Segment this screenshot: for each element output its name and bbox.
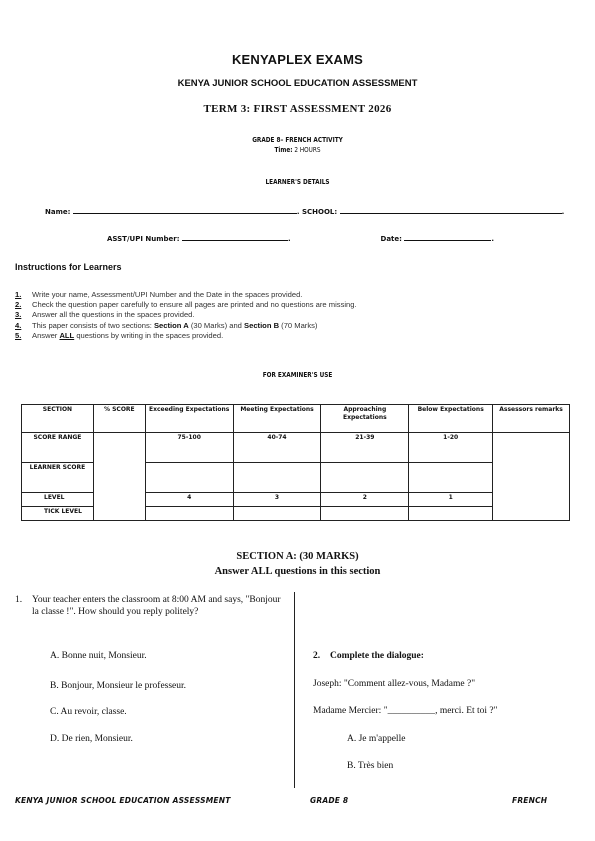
footer-center: GRADE 8 — [310, 796, 349, 805]
table-row — [22, 433, 570, 463]
instruction-item: 5. Answer ALL questions by writing in the spaces provided. — [15, 330, 224, 340]
name-field[interactable] — [73, 206, 297, 214]
school-label: . SCHOOL: — [296, 208, 338, 216]
table-cell: 1-20 — [409, 433, 493, 463]
instructions-title: Instructions for Learners — [15, 262, 122, 272]
question-1-option-b[interactable]: B. Bonjour, Monsieur le professeur. — [50, 681, 187, 691]
table-cell[interactable] — [233, 463, 321, 493]
instruction-item: 3. Answer all the questions in the spaces provided. — [15, 310, 195, 320]
table-cell: 40-74 — [233, 433, 321, 463]
instruction-item: 4. This paper consists of two sections: Section A (30 Marks) and Section B (70 Marks) — [15, 320, 318, 330]
date-end-dot: . — [491, 235, 495, 243]
name-school-row — [45, 206, 564, 216]
column-divider — [294, 592, 295, 788]
question-2-number: 2. — [313, 651, 321, 661]
row-label: LEVEL — [22, 493, 94, 507]
question-2-option-a[interactable]: A. Je m'appelle — [347, 734, 406, 744]
table-cell[interactable] — [409, 463, 493, 493]
assessment-subtitle: KENYA JUNIOR SCHOOL EDUCATION ASSESSMENT — [177, 78, 418, 89]
table-cell: 21-39 — [321, 433, 409, 463]
instruction-item: 1. Write your name, Assessment/UPI Number and the Date in the spaces provided. — [15, 290, 303, 299]
header-section: SECTION — [22, 405, 94, 433]
time-value: 2 HOURS — [294, 146, 321, 154]
header-remarks: Assessors remarks — [493, 405, 570, 433]
table-cell[interactable] — [409, 507, 493, 521]
footer-right: FRENCH — [512, 796, 548, 805]
school-end-dot: . — [561, 208, 565, 216]
question-1-option-c[interactable]: C. Au revoir, classe. — [50, 707, 127, 717]
date-label: Date: — [380, 235, 402, 243]
question-1-option-d[interactable]: D. De rien, Monsieur. — [50, 734, 133, 744]
date-field[interactable] — [404, 233, 491, 241]
table-cell[interactable] — [145, 463, 233, 493]
time-label: Time: — [274, 146, 293, 154]
table-cell: 3 — [233, 493, 321, 507]
section-a-instruction: Answer ALL questions in this section — [214, 566, 381, 577]
header-meeting: Meeting Expectations — [233, 405, 321, 433]
table-cell[interactable] — [321, 463, 409, 493]
instruction-item: 2. Check the question paper carefully to ensure all pages are printed and no questions are missing. — [15, 300, 357, 310]
header-exceeding: Exceeding Expectations — [145, 405, 233, 433]
table-cell: 1 — [409, 493, 493, 507]
question-1-option-a[interactable]: A. Bonne nuit, Monsieur. — [50, 651, 147, 661]
term-title: TERM 3: FIRST ASSESSMENT 2026 — [203, 103, 392, 115]
learner-details-heading: LEARNER'S DETAILS — [265, 178, 330, 186]
header-score: % SCORE — [93, 405, 145, 433]
table-cell[interactable] — [145, 507, 233, 521]
examiner-table — [21, 404, 570, 521]
dialogue-line-joseph: Joseph: "Comment allez-vous, Madame ?" — [313, 679, 476, 689]
footer-left: KENYA JUNIOR SCHOOL EDUCATION ASSESSMENT — [15, 796, 231, 805]
remarks-cell[interactable] — [493, 433, 570, 521]
table-cell: 2 — [321, 493, 409, 507]
header-below: Below Expectations — [409, 405, 493, 433]
exam-title: KENYAPLEX EXAMS — [231, 52, 364, 67]
question-2-title: Complete the dialogue: — [330, 651, 424, 661]
grade-line: GRADE 8– FRENCH ACTIVITY — [252, 136, 343, 144]
dialogue-line-mercier: Madame Mercier: "__________, merci. Et toi ?" — [313, 706, 498, 716]
table-cell[interactable] — [321, 507, 409, 521]
table-header-row — [22, 405, 570, 433]
assessment-number-field[interactable] — [182, 233, 288, 241]
row-label: TICK LEVEL — [22, 507, 94, 521]
score-cell[interactable] — [93, 433, 145, 521]
question-1-number: 1. — [15, 595, 23, 605]
question-2-option-b[interactable]: B. Très bien — [347, 761, 394, 771]
name-label: Name: — [45, 208, 71, 216]
table-cell: 4 — [145, 493, 233, 507]
instructions-list — [15, 290, 357, 341]
row-label: SCORE RANGE — [22, 433, 94, 463]
asst-end-dot: . — [287, 235, 291, 243]
table-cell: 75-100 — [145, 433, 233, 463]
table-cell[interactable] — [233, 507, 321, 521]
time-line — [54, 146, 542, 154]
assessment-number-label: ASST/UPI Number: — [107, 235, 180, 243]
row-label: LEARNER SCORE — [22, 463, 94, 493]
header-approaching: Approaching Expectations — [321, 405, 409, 433]
examiner-use-heading: FOR EXAMINER'S USE — [262, 371, 333, 379]
school-field[interactable] — [340, 206, 562, 214]
question-1-text: Your teacher enters the classroom at 8:00 AM and says, "Bonjour la classe !". How should you reply politely? — [32, 595, 281, 617]
section-a-title: SECTION A: (30 MARKS) — [236, 551, 359, 562]
asst-date-row — [107, 233, 494, 243]
